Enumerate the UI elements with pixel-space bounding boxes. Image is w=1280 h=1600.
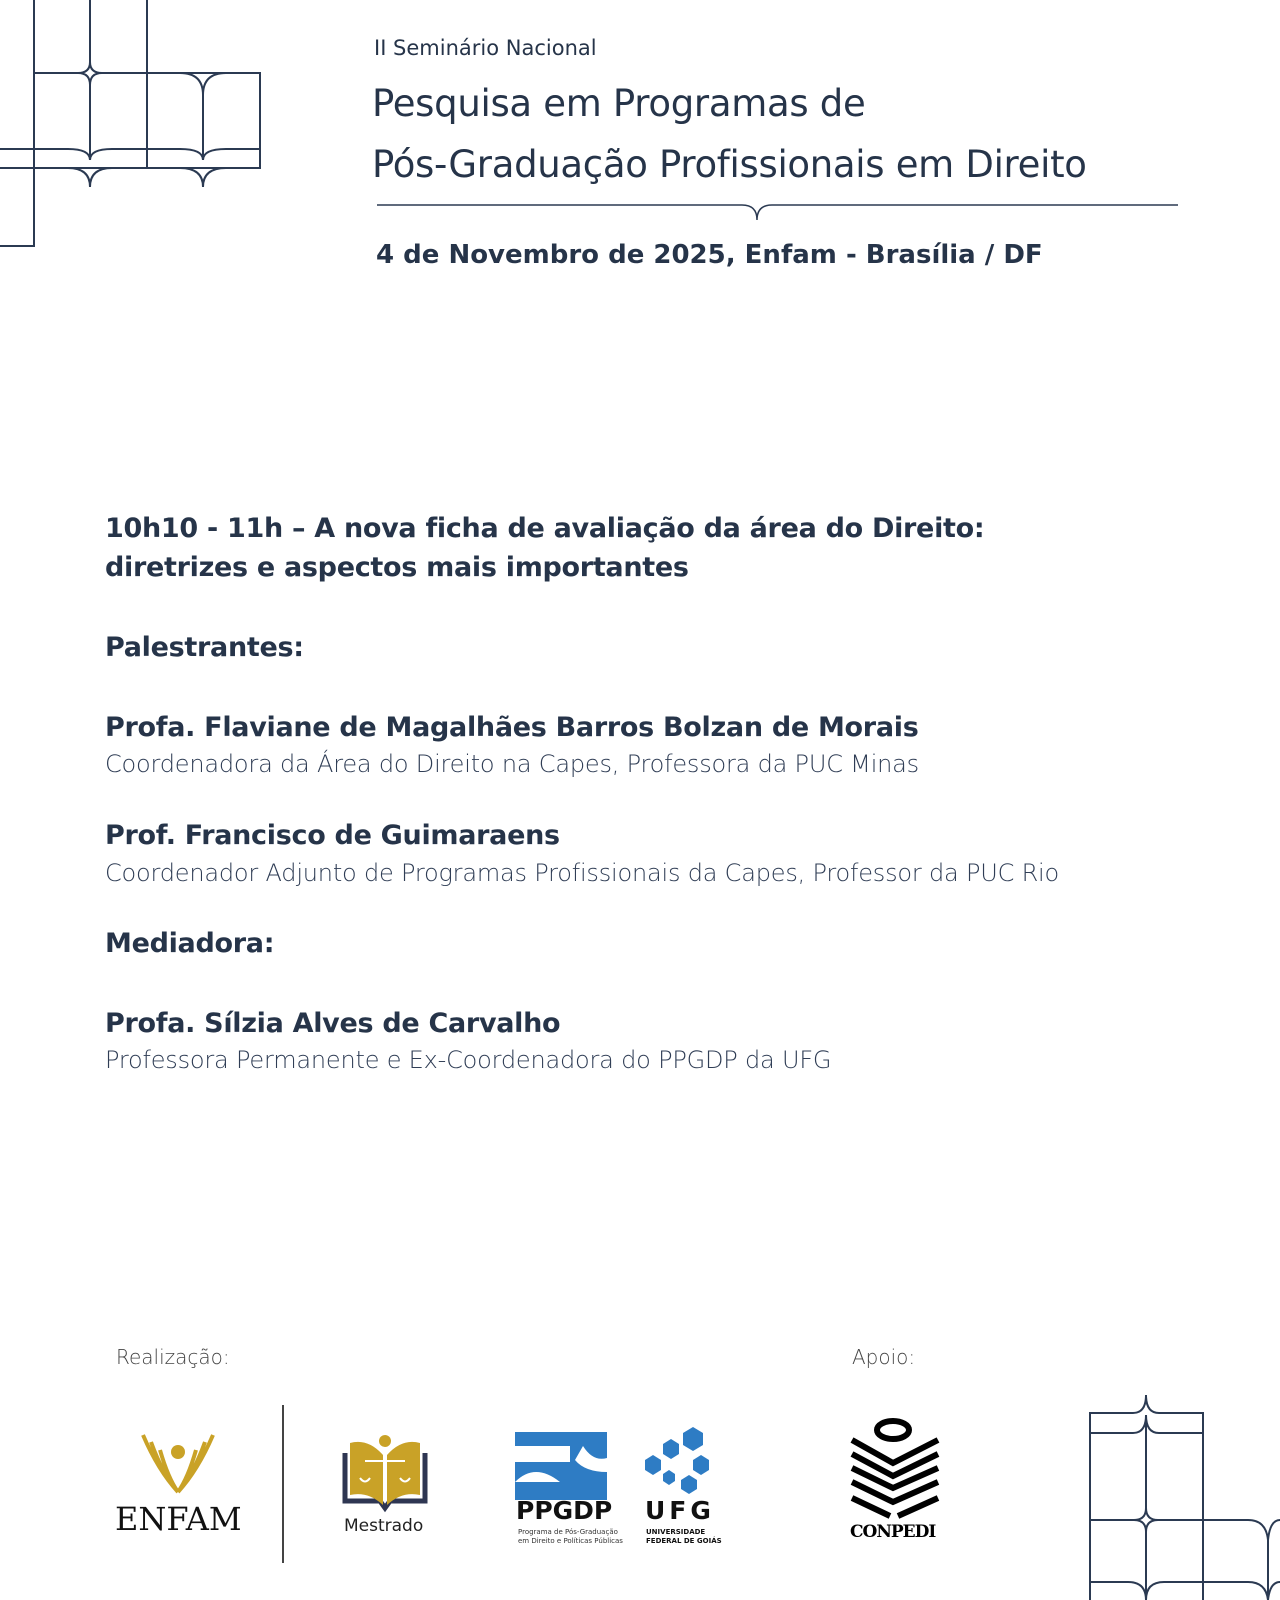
book-grid-decoration-top [0,0,270,250]
event-title-line2: Pós-Graduação Profissionais em Direito [372,143,1087,186]
logo-divider [282,1405,284,1563]
ufg-subtitle-2: FEDERAL DE GOIÁS [646,1537,722,1545]
ppgdp-logo-text: PPGDP [516,1496,613,1525]
ufg-subtitle-1: UNIVERSIDADE [646,1528,706,1536]
moderator-role: Professora Permanente e Ex-Coordenadora do PPGDP da UFG [105,1046,832,1074]
ufg-logo-text: UFG [645,1496,715,1525]
speakers-label: Palestrantes: [105,632,304,663]
ppgdp-subtitle-2: em Direito e Políticas Públicas [518,1537,623,1545]
title-divider [370,195,1190,225]
speaker-role: Coordenadora da Área do Direito na Capes, Professora da PUC Minas [105,750,919,778]
event-edition: II Seminário Nacional [374,36,597,60]
speaker-name: Profa. Flaviane de Magalhães Barros Bolzan de Morais [105,712,919,743]
apoio-label: Apoio: [852,1345,916,1369]
ufg-logo-icon [643,1425,713,1495]
session-title-line1: 10h10 - 11h – A nova ficha de avaliação da área do Direito: [105,513,985,544]
event-title-line1: Pesquisa em Programas de [372,82,866,125]
moderator-label: Mediadora: [105,928,275,959]
mestrado-logo-text: Mestrado [344,1516,424,1536]
enfam-logo-text: ENFAM [115,1500,242,1538]
realizacao-label: Realização: [116,1345,230,1369]
conpedi-logo-icon [850,1418,940,1528]
mestrado-logo-icon [340,1433,430,1513]
ppgdp-logo-icon [515,1432,607,1500]
enfam-logo-icon [133,1430,223,1500]
conpedi-logo-text: CONPEDI [850,1522,936,1542]
event-date-place: 4 de Novembro de 2025, Enfam - Brasília / DF [376,240,1043,270]
book-grid-decoration-bottom [1088,1395,1280,1600]
speaker-role: Coordenador Adjunto de Programas Profissionais da Capes, Professor da PUC Rio [105,859,1060,887]
ppgdp-subtitle-1: Programa de Pós-Graduação [518,1528,618,1536]
session-title-line2: diretrizes e aspectos mais importantes [105,552,689,583]
speaker-name: Prof. Francisco de Guimaraens [105,820,560,851]
moderator-name: Profa. Sílzia Alves de Carvalho [105,1008,561,1039]
